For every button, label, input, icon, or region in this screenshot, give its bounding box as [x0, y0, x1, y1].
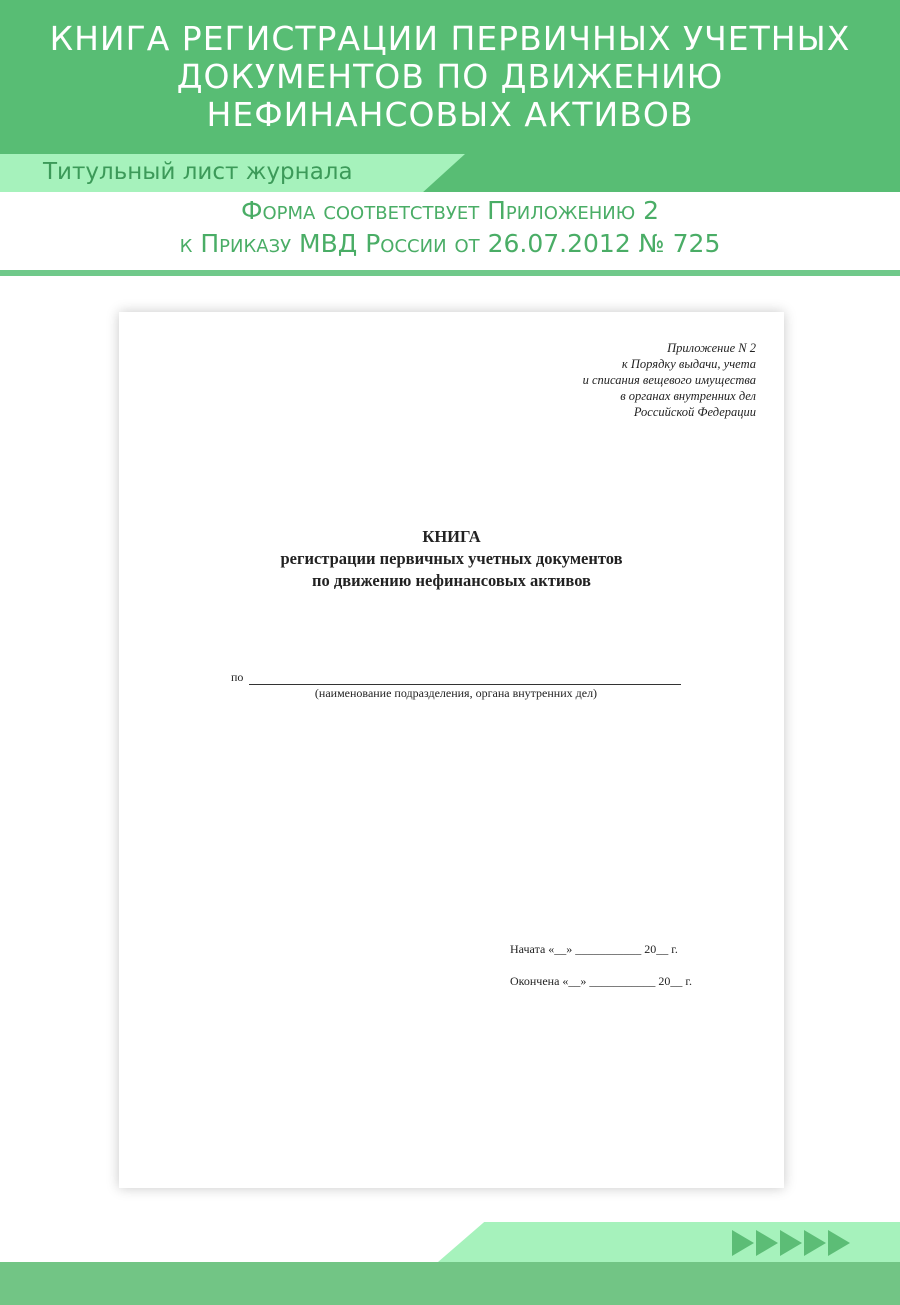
- page-title-line: ДОКУМЕНТОВ ПО ДВИЖЕНИЮ: [176, 57, 724, 96]
- appendix-line: Российской Федерации: [633, 405, 756, 419]
- footer-strip: [0, 1262, 900, 1305]
- form-note-line: к Приказу МВД России от 26.07.2012 № 725: [179, 229, 721, 258]
- appendix-note: [496, 340, 756, 420]
- form-note: [0, 194, 900, 260]
- form-note-line: Форма соответствует Приложению 2: [240, 196, 659, 225]
- book-title-line: по движению нефинансовых активов: [312, 571, 591, 590]
- department-field-label: по: [231, 670, 244, 684]
- header-divider: [0, 270, 900, 276]
- end-date-line: Окончена «__» ___________ 20__ г.: [510, 974, 692, 988]
- appendix-line: Приложение N 2: [667, 341, 756, 355]
- appendix-line: и списания вещевого имущества: [582, 373, 756, 387]
- appendix-line: к Порядку выдачи, учета: [621, 357, 756, 371]
- start-date-line: Начата «__» ___________ 20__ г.: [510, 942, 678, 956]
- chevron-right-icon: [756, 1230, 778, 1256]
- subtitle-label: Титульный лист журнала: [43, 159, 353, 185]
- chevron-right-icon: [780, 1230, 802, 1256]
- appendix-line: в органах внутренних дел: [620, 389, 756, 403]
- book-title-line: КНИГА: [422, 527, 481, 546]
- book-title: [119, 526, 784, 592]
- document-page: [119, 312, 784, 1188]
- department-field-caption: (наименование подразделения, органа внутренних дел): [314, 686, 598, 700]
- arrows-decoration: [732, 1230, 850, 1256]
- chevron-right-icon: [804, 1230, 826, 1256]
- chevron-right-icon: [732, 1230, 754, 1256]
- book-title-line: регистрации первичных учетных документов: [280, 549, 623, 568]
- department-field-line: [249, 684, 681, 685]
- page-title: [0, 20, 900, 134]
- page-title-line: НЕФИНАНСОВЫХ АКТИВОВ: [206, 95, 694, 134]
- page-title-line: КНИГА РЕГИСТРАЦИИ ПЕРВИЧНЫХ УЧЕТНЫХ: [49, 19, 851, 58]
- chevron-right-icon: [828, 1230, 850, 1256]
